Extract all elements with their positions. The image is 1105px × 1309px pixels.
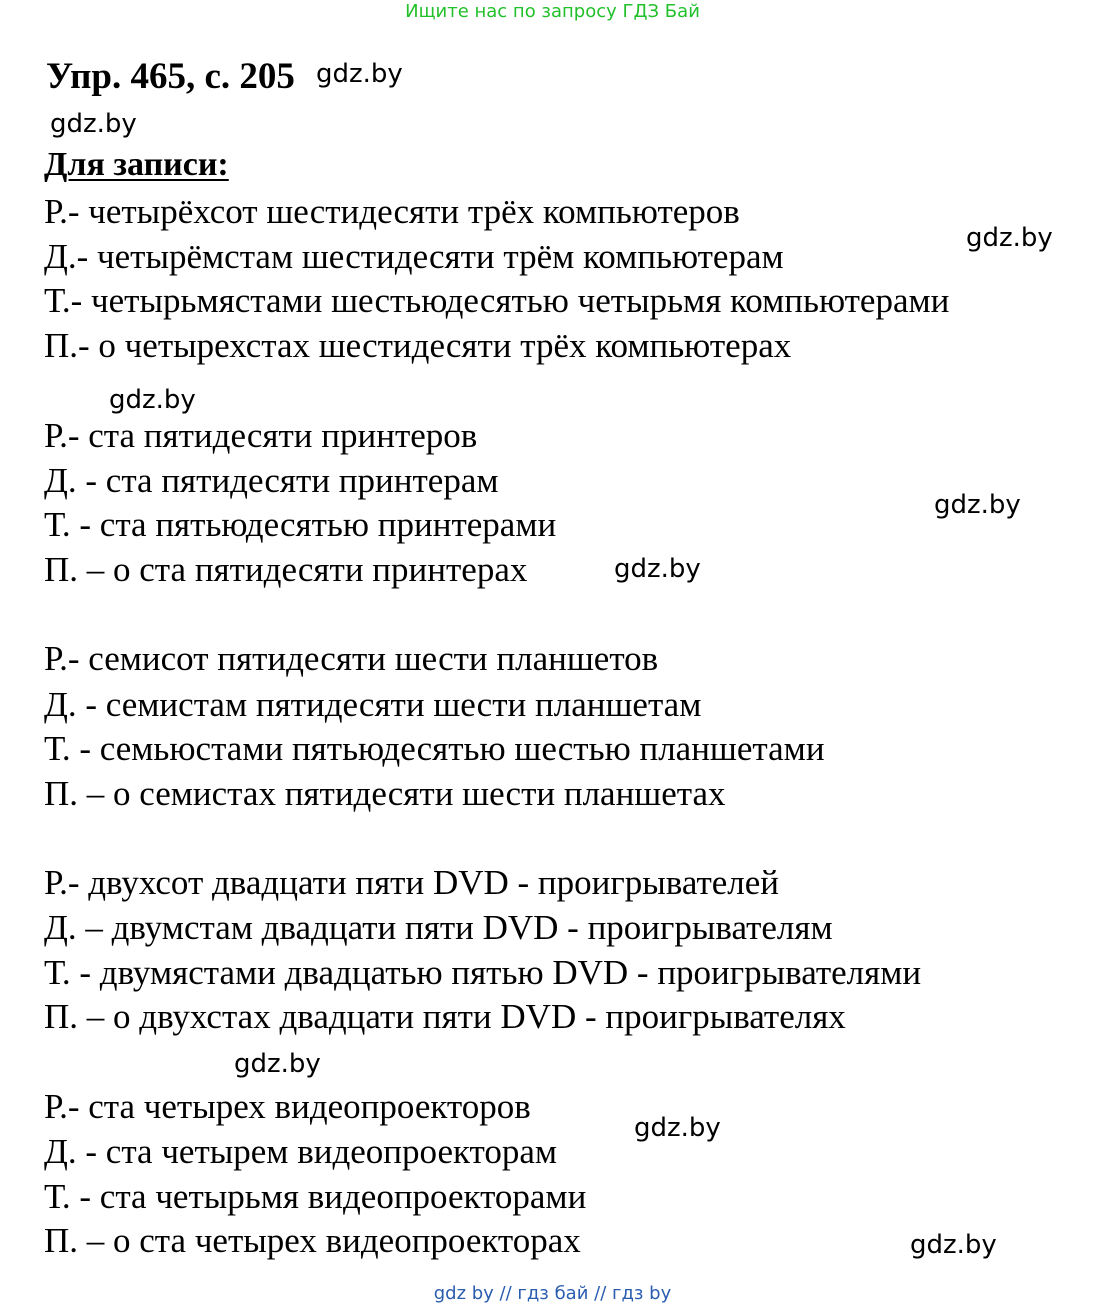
text-line: Р.- ста четырех видеопроекторов <box>44 1087 531 1126</box>
watermark: gdz.by <box>634 1113 721 1143</box>
text-line: Д. - ста четырем видеопроекторам <box>44 1132 558 1171</box>
top-banner: Ищите нас по запросу ГДЗ Бай <box>405 1 700 22</box>
text-line: Д. - ста пятидесяти принтерам <box>44 461 499 500</box>
watermark: gdz.by <box>109 385 196 415</box>
text-line: П.- о четырехстах шестидесяти трёх компьютерах <box>44 326 792 365</box>
text-line: Р.- четырёхсот шестидесяти трёх компьютеров <box>44 192 740 231</box>
text-line: Т. - двумястами двадцатью пятью DVD - проигрывателями <box>44 953 922 992</box>
footer-links: gdz by // гдз бай // гдз by <box>433 1283 672 1304</box>
text-line: Д. - семистам пятидесяти шести планшетам <box>44 685 702 724</box>
watermark: gdz.by <box>50 109 137 139</box>
text-line: П. – о двухстах двадцати пяти DVD - проигрывателях <box>44 997 846 1036</box>
watermark: gdz.by <box>316 59 403 89</box>
watermark: gdz.by <box>234 1049 321 1079</box>
text-line: П. – о семистах пятидесяти шести планшетах <box>44 774 726 813</box>
exercise-title: Упр. 465, с. 205 <box>46 56 295 97</box>
watermark: gdz.by <box>934 490 1021 520</box>
watermark: gdz.by <box>966 223 1053 253</box>
watermark: gdz.by <box>910 1230 997 1260</box>
text-line: П. – о ста четырех видеопроекторах <box>44 1221 581 1260</box>
text-line: Д. – двумстам двадцати пяти DVD - проигрывателям <box>44 908 833 947</box>
text-line: Т. - ста четырьмя видеопроекторами <box>44 1177 587 1216</box>
text-line: Р.- ста пятидесяти принтеров <box>44 416 478 455</box>
text-line: Т. - семьюстами пятьюдесятью шестью планшетами <box>44 729 825 768</box>
text-line: Т.- четырьмястами шестьюдесятью четырьмя компьютерами <box>44 281 950 320</box>
text-line: Р.- двухсот двадцати пяти DVD - проигрывателей <box>44 863 780 902</box>
text-line: Р.- семисот пятидесяти шести планшетов <box>44 639 659 678</box>
watermark: gdz.by <box>614 554 701 584</box>
text-line: Д.- четырёмстам шестидесяти трём компьютерам <box>44 237 784 276</box>
section-heading: Для записи: <box>44 146 229 183</box>
text-line: Т. - ста пятьюдесятью принтерами <box>44 505 557 544</box>
text-line: П. – о ста пятидесяти принтерах <box>44 550 528 589</box>
